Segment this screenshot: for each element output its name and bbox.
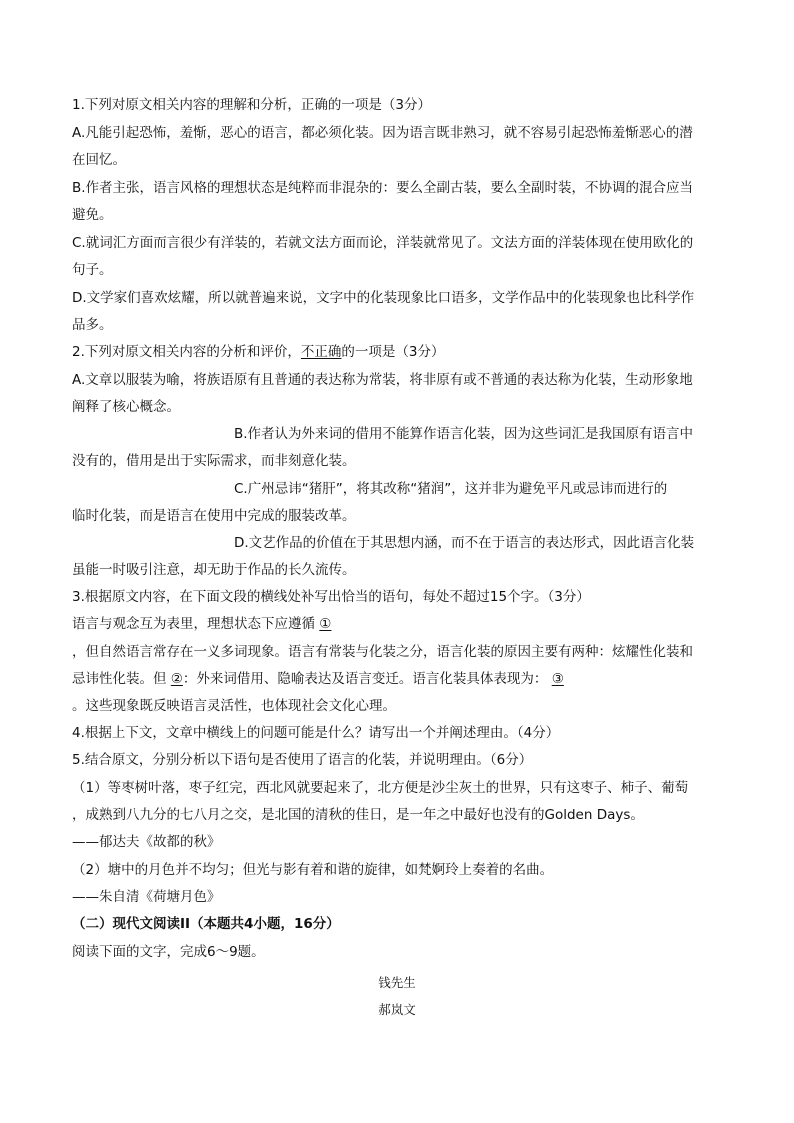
q2-option-d-cont: 虽能一时吸引注意，却无助于作品的长久流传。 (72, 562, 356, 578)
q2-option-b-cont: 没有的，借用是出于实际需求，而非刻意化装。 (72, 453, 356, 469)
q5-sentence-1-cont: ，成熟到八九分的七八月之交，是北国的清秋的佳日，是一年之中最好也没有的Golden Days。 (72, 807, 644, 823)
q1-option-a-cont: 在回忆。 (72, 152, 126, 168)
q3-passage-line-2: ，但自然语言常存在一义多词现象。语言有常装与化装之分，语言化装的原因主要有两种：炫耀性化装和 (72, 644, 693, 660)
q3-stem: 3.根据原文内容，在下面文段的横线处补写出恰当的语句，每处不超过15个字。（3分） (72, 589, 590, 605)
q2-option-c-cont: 临时化装，而是语言在使用中完成的服装改革。 (72, 508, 356, 524)
q2-stem-emphasis: 不正确 (300, 344, 342, 360)
q1-option-b: B.作者主张，语言风格的理想状态是纯粹而非混杂的：要么全副古装，要么全副时装，不协调的混合应当 (72, 180, 694, 196)
q2-option-a-cont: 阐释了核心概念。 (72, 399, 180, 415)
q2-option-c: C.广州忌讳“猪肝”，将其改称“猪润”，这并非为避免平凡或忌讳而进行的 (234, 481, 668, 497)
q1-option-d: D.文学家们喜欢炫耀，所以就普遍来说，文字中的化装现象比口语多，文学作品中的化装现象也比科学作 (72, 290, 695, 306)
q5-source-2: ——朱自清《荷塘月色》 (72, 889, 221, 905)
q3-passage-text: 忌讳性化装。但 (72, 671, 171, 687)
q4-stem: 4.根据上下文，文章中横线上的问题可能是什么？请写出一个并阐述理由。（4分） (72, 725, 560, 741)
q5-source-1: ——郁达夫《故都的秋》 (72, 834, 221, 850)
article-title: 钱先生 (378, 975, 416, 990)
q5-sentence-1: （1）等枣树叶落，枣子红完，西北风就要起来了，北方便是沙尘灰土的世界，只有这枣子、柿子、葡萄 (72, 780, 689, 796)
q3-passage-line-3 (72, 670, 722, 688)
q3-blank-2: ② (170, 671, 183, 687)
q1-option-d-cont: 品多。 (72, 317, 113, 333)
q2-option-d: D.文艺作品的价值在于其思想内涵，而不在于语言的表达形式，因此语言化装 (234, 535, 695, 551)
section-instruction: 阅读下面的文字，完成6～9题。 (72, 944, 265, 960)
q2-stem-pre: 2.下列对原文相关内容的分析和评价， (72, 344, 301, 360)
section-heading: （二）现代文阅读II（本题共4小题，16分） (72, 916, 340, 932)
q5-stem: 5.结合原文，分别分析以下语句是否使用了语言的化装，并说明理由。（6分） (72, 752, 533, 768)
article-author: 郝岚文 (378, 1002, 416, 1017)
q3-passage-line-4: 。这些现象既反映语言灵活性，也体现社会文化心理。 (72, 698, 396, 714)
q1-option-c-cont: 句子。 (72, 262, 113, 278)
q2-stem-post: 的一项是（3分） (341, 344, 445, 360)
q2-option-a: A.文章以服装为喻，将族语原有且普通的表达称为常装，将非原有或不普通的表达称为化装，生动形象地 (72, 372, 693, 388)
q3-blank-3: ③ (551, 671, 564, 687)
q3-passage-text: ：外来词借用、隐喻表达及语言变迁。语言化装具体表现为： (182, 671, 552, 687)
q1-option-b-cont: 避免。 (72, 207, 113, 223)
q2-stem (72, 343, 722, 361)
q1-option-c: C.就词汇方面而言很少有洋装的，若就文法方面而论，洋装就常见了。文法方面的洋装体现在使用欧化的 (72, 235, 694, 251)
q1-stem: 1.下列对原文相关内容的理解和分析，正确的一项是（3分） (72, 97, 431, 113)
q3-passage-text: 语言与观念互为表里，理想状态下应遵循 (72, 616, 320, 632)
q1-option-a: A.凡能引起恐怖，羞惭，恶心的语言，都必须化装。因为语言既非熟习，就不容易引起恐怖羞惭恶心的潜 (72, 125, 693, 141)
q3-passage-line-1 (72, 615, 722, 633)
q3-blank-1: ① (319, 616, 332, 632)
q2-option-b: B.作者认为外来词的借用不能算作语言化装，因为这些词汇是我国原有语言中 (234, 426, 694, 442)
q5-sentence-2: （2）塘中的月色并不均匀；但光与影有着和谐的旋律，如梵婀玲上奏着的名曲。 (72, 862, 554, 878)
